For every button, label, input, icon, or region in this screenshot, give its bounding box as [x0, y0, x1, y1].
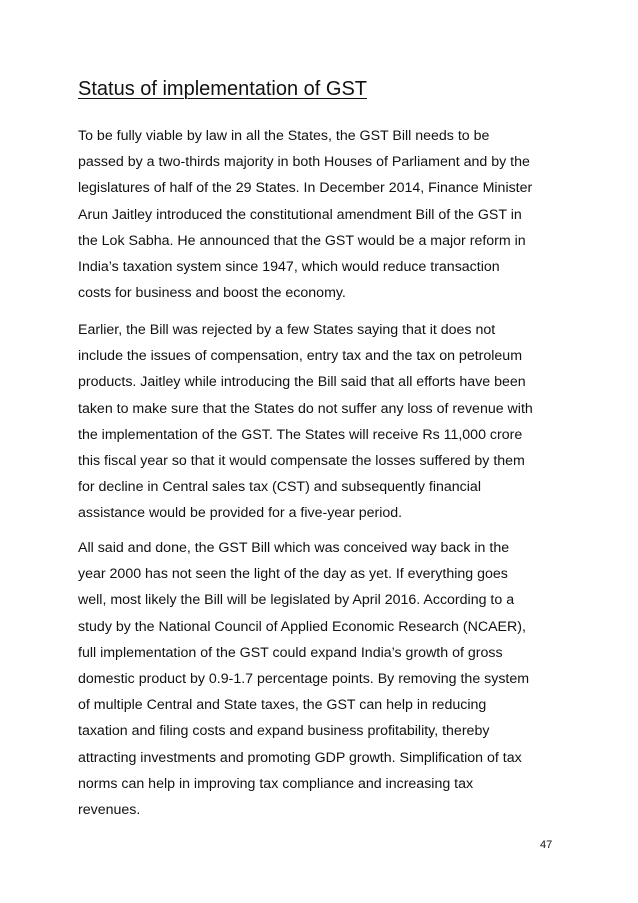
paragraph-line: passed by a two-thirds majority in both Houses of Parliament and by the	[78, 154, 530, 171]
section-title: Status of implementation of GST	[78, 78, 368, 100]
paragraph-line: legislatures of half of the 29 States. In December 2014, Finance Minister	[78, 180, 533, 197]
paragraph-line: To be fully viable by law in all the States, the GST Bill needs to be	[78, 128, 490, 144]
paragraph-line: of multiple Central and State taxes, the GST can help in reducing	[78, 697, 487, 714]
page-number: 47	[540, 839, 553, 851]
paragraph-1	[78, 123, 578, 306]
paragraph-3	[78, 535, 578, 823]
paragraph-line: assistance would be provided for a five-year period.	[78, 505, 403, 522]
paragraph-line: costs for business and boost the economy.	[78, 285, 346, 302]
paragraph-line: products. Jaitley while introducing the Bill said that all efforts have been	[78, 374, 526, 391]
paragraph-line: the Lok Sabha. He announced that the GST would be a major reform in	[78, 232, 526, 249]
paragraph-line: this fiscal year so that it would compensate the losses suffered by them	[78, 453, 525, 470]
paragraph-line: India’s taxation system since 1947, which would reduce transaction	[78, 259, 500, 276]
paragraph-line: norms can help in improving tax compliance and increasing tax	[78, 775, 474, 792]
paragraph-line: taxation and filing costs and expand business profitability, thereby	[78, 723, 490, 740]
paragraph-line: full implementation of the GST could expand India’s growth of gross	[78, 644, 503, 661]
paragraph-line: revenues.	[78, 802, 141, 819]
paragraph-line: well, most likely the Bill will be legislated by April 2016. According to a	[78, 592, 515, 609]
paragraph-line: Arun Jaitley introduced the constitutional amendment Bill of the GST in	[78, 206, 522, 223]
paragraph-line: Earlier, the Bill was rejected by a few States saying that it does not	[78, 322, 496, 338]
paragraph-line: include the issues of compensation, entry tax and the tax on petroleum	[78, 348, 523, 365]
paragraph-line: for decline in Central sales tax (CST) and subsequently financial	[78, 479, 481, 496]
paragraph-line: domestic product by 0.9-1.7 percentage points. By removing the system	[78, 671, 530, 688]
paragraph-line: the implementation of the GST. The States will receive Rs 11,000 crore	[78, 426, 523, 443]
paragraph-2	[78, 317, 578, 527]
paragraph-line: study by the National Council of Applied Economic Research (NCAER),	[78, 618, 526, 635]
paragraph-line: attracting investments and promoting GDP growth. Simplification of tax	[78, 749, 522, 766]
paragraph-line: year 2000 has not seen the light of the day as yet. If everything goes	[78, 566, 508, 583]
paragraph-line: All said and done, the GST Bill which was conceived way back in the	[78, 540, 510, 556]
paragraph-line: taken to make sure that the States do not suffer any loss of revenue with	[78, 400, 533, 417]
